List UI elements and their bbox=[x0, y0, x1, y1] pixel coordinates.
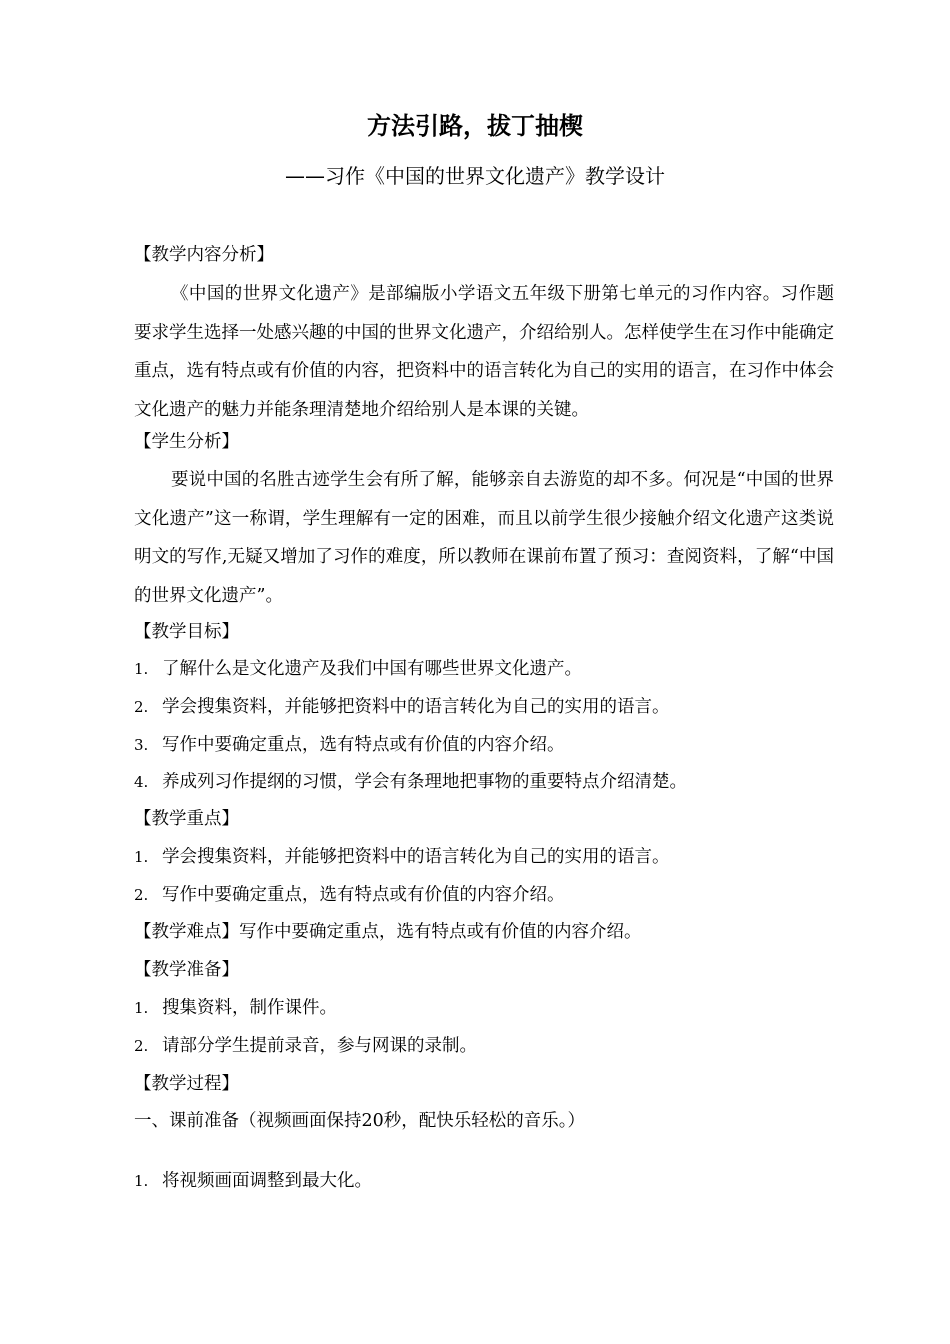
process-item-text: 将视频画面调整到最大化。 bbox=[162, 1171, 372, 1191]
goal-item bbox=[134, 650, 834, 688]
goal-item-number: 3. bbox=[134, 736, 149, 754]
key-point-item bbox=[134, 876, 834, 914]
goal-item-number: 2. bbox=[134, 698, 149, 716]
difficulty-line bbox=[134, 913, 834, 951]
goal-item bbox=[134, 726, 834, 764]
section-heading-content-analysis: 【教学内容分析】 bbox=[134, 245, 274, 265]
key-point-text: 写作中要确定重点，选有特点或有价值的内容介绍。 bbox=[162, 885, 565, 905]
student-analysis-paragraph: 要说中国的名胜古迹学生会有所了解，能够亲自去游览的却不多。何况是“中国的世界文化遗产”这一称谓，学生理解有一定的困难，而且以前学生很少接触介绍文化遗产这类说明文的写作,无疑又增加了习作的难度，所以教师在课前布置了预习：查阅资料，了解“中国的世界文化遗产”。 bbox=[134, 470, 834, 606]
preparation-text: 搜集资料，制作课件。 bbox=[162, 998, 337, 1018]
goal-item-number: 1. bbox=[134, 660, 149, 678]
difficulty-text: 写作中要确定重点，选有特点或有价值的内容介绍。 bbox=[239, 922, 642, 942]
content-analysis-paragraph: 《中国的世界文化遗产》是部编版小学语文五年级下册第七单元的习作内容。习作题要求学生选择一处感兴趣的中国的世界文化遗产，介绍给别人。怎样使学生在习作中能确定重点，选有特点或有价值的内容，把资料中的语言转化为自己的实用的语言，在习作中体会文化遗产的魅力并能条理清楚地介绍给别人是本课的关键。 bbox=[134, 284, 834, 420]
goal-item bbox=[134, 688, 834, 726]
key-point-number: 1. bbox=[134, 848, 149, 866]
section-heading-preparation: 【教学准备】 bbox=[134, 960, 239, 980]
goal-item-number: 4. bbox=[134, 773, 149, 791]
section-heading-student-analysis: 【学生分析】 bbox=[134, 432, 239, 452]
key-point-number: 2. bbox=[134, 886, 149, 904]
key-point-text: 学会搜集资料，并能够把资料中的语言转化为自己的实用的语言。 bbox=[162, 847, 670, 867]
section-heading-process: 【教学过程】 bbox=[134, 1074, 239, 1094]
goal-item-text: 写作中要确定重点，选有特点或有价值的内容介绍。 bbox=[162, 735, 565, 755]
section-heading-goals: 【教学目标】 bbox=[134, 622, 239, 642]
process-item bbox=[134, 1162, 834, 1200]
preparation-item bbox=[134, 989, 834, 1027]
goal-item-text: 养成列习作提纲的习惯，学会有条理地把事物的重要特点介绍清楚。 bbox=[162, 772, 687, 792]
section-heading-difficulty: 【教学难点】 bbox=[134, 922, 239, 942]
preparation-item bbox=[134, 1027, 834, 1065]
key-point-item bbox=[134, 838, 834, 876]
preparation-text: 请部分学生提前录音，参与网课的录制。 bbox=[162, 1036, 477, 1056]
section-heading-key-points: 【教学重点】 bbox=[134, 809, 239, 829]
goal-item bbox=[134, 763, 834, 801]
preparation-number: 2. bbox=[134, 1037, 149, 1055]
process-step-one: 一、课前准备（视频画面保持20秒，配快乐轻松的音乐。） bbox=[134, 1111, 586, 1131]
process-item-number: 1. bbox=[134, 1172, 149, 1190]
goal-item-text: 了解什么是文化遗产及我们中国有哪些世界文化遗产。 bbox=[162, 659, 582, 679]
goal-item-text: 学会搜集资料，并能够把资料中的语言转化为自己的实用的语言。 bbox=[162, 697, 670, 717]
preparation-number: 1. bbox=[134, 999, 149, 1017]
document-title: 方法引路，拔丁抽楔 bbox=[367, 112, 583, 140]
document-subtitle: ——习作《中国的世界文化遗产》教学设计 bbox=[285, 164, 665, 188]
